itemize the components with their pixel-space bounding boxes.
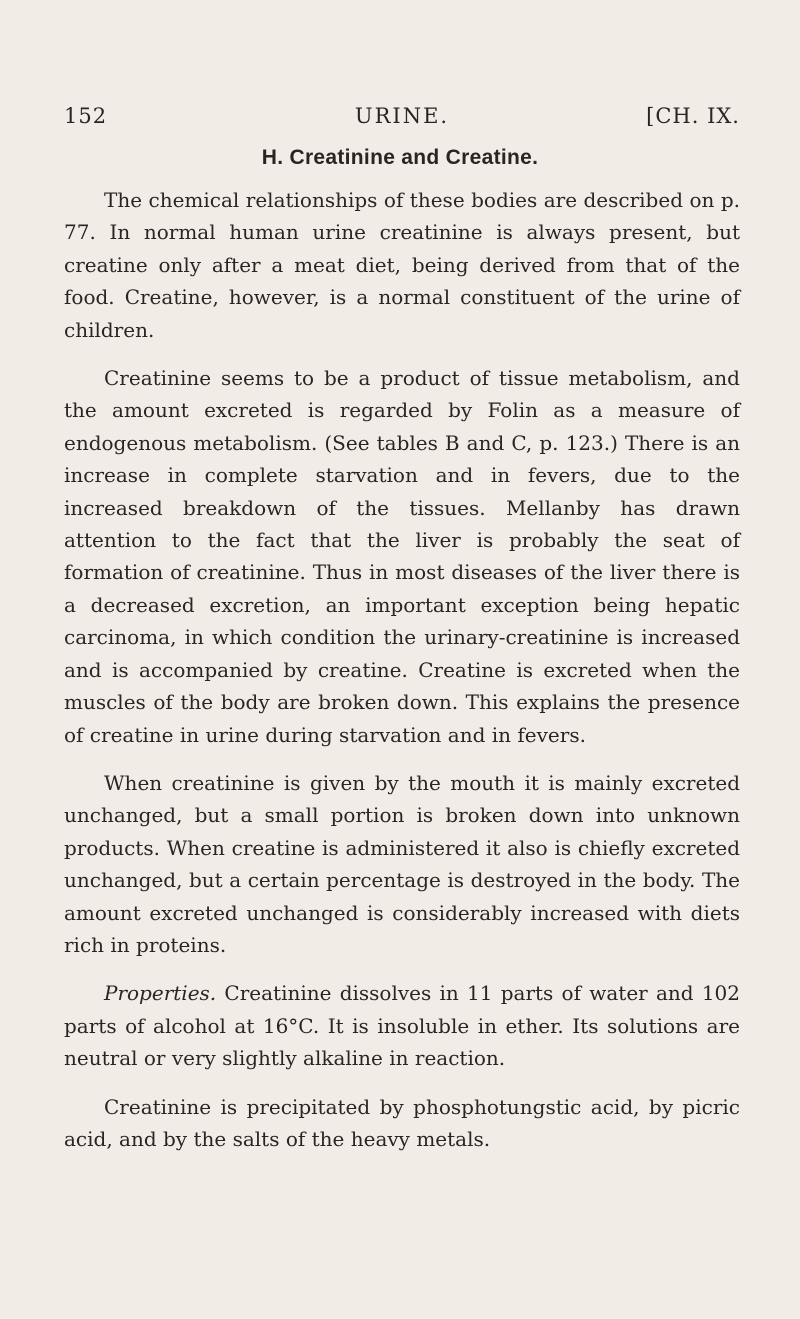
paragraph	[64, 977, 740, 1074]
paragraph	[64, 184, 740, 346]
paragraph	[64, 1091, 740, 1156]
page-number: 152	[64, 104, 108, 128]
section-heading: H. Creatinine and Creatine.	[261, 146, 539, 169]
chapter-marker: [CH. IX.	[646, 104, 740, 128]
paragraph-text: The chemical relationships of these bodies are described on p. 77. In normal human urine creatinine is always present, but creatine only after a meat diet, being derived from that of the food. Creatine, however, is a normal constituent of the urine of children.	[64, 188, 740, 342]
body-text	[64, 184, 740, 1155]
paragraph-text: Creatinine is precipitated by phosphotungstic acid, by picric acid, and by the salts of the heavy metals.	[64, 1094, 740, 1151]
paragraph-lead: Properties.	[104, 981, 217, 1006]
paragraph	[64, 362, 740, 751]
running-header	[64, 104, 740, 134]
paragraph	[64, 767, 740, 961]
paragraph-text: When creatinine is given by the mouth it is mainly excreted unchanged, but a small portion is broken down into unknown products. When creatine is administered it also is chiefly excreted unchanged, but a certain percentage is destroyed in the body. The amount excreted unchanged is considerably increased with diets rich in proteins.	[64, 770, 740, 957]
paragraph-text: Creatinine seems to be a product of tissue metabolism, and the amount excreted is regarded by Folin as a measure of endogenous metabolism. (See tables B and C, p. 123.) There is an increase in complete starvation and in fevers, due to the increased breakdown of the tissues. Mellanby has drawn attention to the fact that the liver is probably the seat of formation of creatinine. Thus in most diseases of the liver there is a decreased excretion, an important exception being hepatic carcinoma, in which condition the urinary-creatinine is increased and is accompanied by creatine. Creatine is excreted when the muscles of the body are broken down. This explains the presence of creatine in urine during starvation and in fevers.	[64, 366, 740, 747]
paragraph-text: Creatinine dissolves in 11 parts of water and 102 parts of alcohol at 16°C. It is insoluble in ether. Its solutions are neutral or very slightly alkaline in reaction.	[64, 981, 740, 1071]
running-title: URINE.	[354, 104, 450, 128]
